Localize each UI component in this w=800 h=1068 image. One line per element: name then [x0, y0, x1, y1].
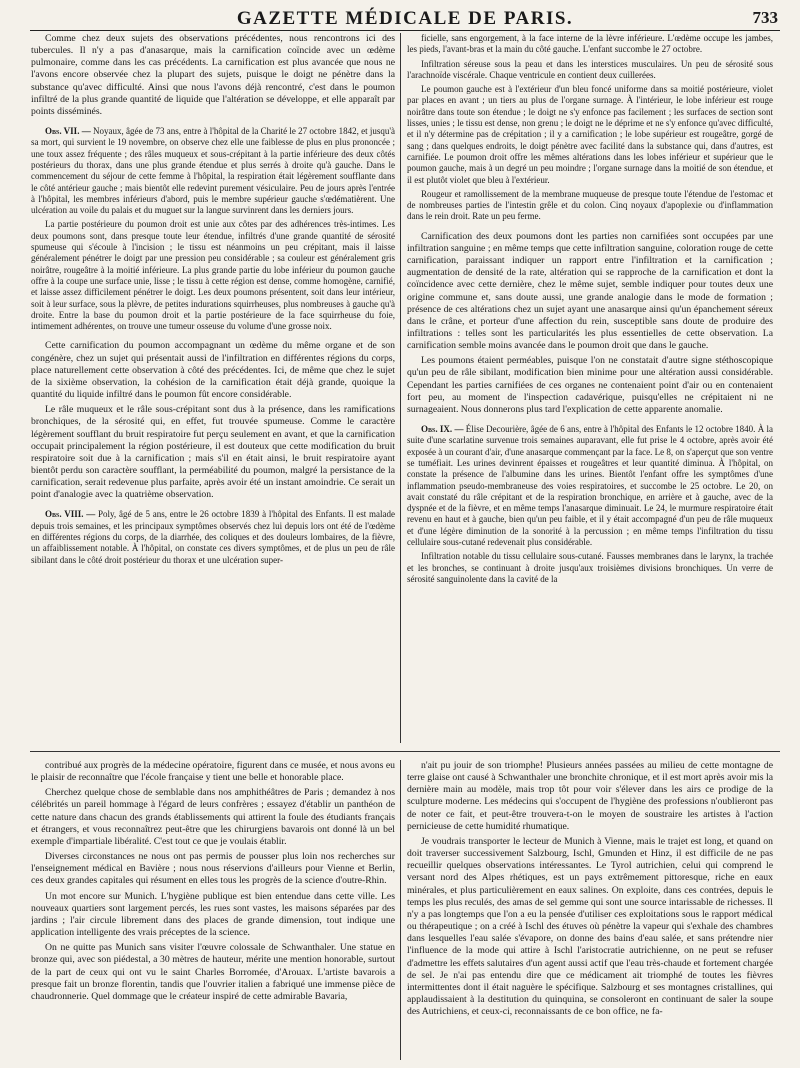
- paragraph: ficielle, sans engorgement, à la face interne de la lèvre inférieure. L'œdème occupe les jambes, les pieds, l'avant-bras et la main du côté gauche. L'enfant succombe le 27 octobre.: [407, 33, 773, 55]
- paragraph: n'ait pu jouir de son triomphe! Plusieurs années passées au milieu de cette montagne de terre glaise ont causé à Schwanthaler une bronchite chronique, et il est mort après avoir mis la dernière main au modèle, mais trop tôt pour voir s'élever dans les airs ce prodige de la sculpture moderne. Les médecins qui s'occupent de l'hygiène des professions n'oublieront pas de noter ce fait, et peut-être trouvera-t-on le moyen de soustraire les artistes à l'action pernicieuse de cette humidité rhumatique.: [407, 760, 773, 832]
- paragraph: Comme chez deux sujets des observations précédentes, nous rencontrons ici des tubercules. Il n'y a pas d'anasarque, mais la carnification coïncide avec un œdème pulmonaire, comme dans les cas précédents. La carnification est plus avancée que nous ne l'avons encore observée chez la plupart des sujets, puisque le doigt ne pénètre dans la substance qu'avec difficulté. Ainsi que nous l'avons déjà rencontré, c'est dans le poumon infiltré de la plus grande quantité de liquide que l'altération se développe, et elle apparaît par points disséminés.: [31, 33, 395, 117]
- observation-paragraph: [31, 509, 395, 565]
- column-divider-top: [400, 33, 401, 743]
- paragraph: Cherchez quelque chose de semblable dans nos amphithéâtres de Paris ; demandez à nos célébrités un pareil hommage à l'égard de leurs confrères ; essayez d'établir un panthéon de cette nature dans chacun des grands établissements qui attirent la foule des étudiants français et étrangers, et vous reconnaîtrez peut-être que les chirurgiens bavarois ont donné là un bel exemple d'impartiale libéralité. C'est tout ce que je voulais établir.: [31, 787, 395, 847]
- journal-title: GAZETTE MÉDICALE DE PARIS.: [236, 8, 574, 29]
- feuilleton-column-left: [31, 760, 395, 1060]
- paragraph: Un mot encore sur Munich. L'hygiène publique est bien entendue dans cette ville. Les nouveaux quartiers sont largement percés, les rues sont vastes, les maisons séparées par des jardins ; l'air circule librement dans des places de grande dimension, tout indique une application intelligente des vrais préceptes de la science.: [31, 890, 395, 939]
- paragraph: Cette carnification du poumon accompagnant un œdème du même organe et de son congénère, chez un sujet qui présentait aussi de l'infiltration en différentes régions du corps, place naturellement cette observation à côté des précédentes. Ici, de même que chez le sujet de la sixième observation, la cohésion de la carnification était déjà grande, quoique la quantité du liquide infiltré dans le poumon fût encore considérable.: [31, 340, 395, 401]
- paragraph: Infiltration séreuse sous la peau et dans les interstices musculaires. Un peu de sérosité sous l'arachnoïde viscérale. Chaque ventricule en contient deux cuillerées.: [407, 58, 773, 80]
- observation-text: Noyaux, âgée de 73 ans, entre à l'hôpital de la Charité le 27 octobre 1842, et jusqu'à sa mort, qui survient le 19 novembre, on observe chez elle une faiblesse de plus en plus prononcée ; une toux assez fréquente ; des râles muqueux et sous-crépitant à la partie inférieure des deux côtés postérieurs du thorax, dans une plus grande étendue et plus serrés à droite qu'à gauche. Dans le commencement du séjour de cette femme à l'hôpital, la respiration était légèrement soufflante dans le côté antérieur gauche ; mais bientôt elle redevint purement vésiculaire. Peu de jours après l'entrée à l'hôpital, les membres inférieurs d'abord, puis le membre supérieur gauche s'œdématièrent. Une ulcération au voile du palais et du muguet sur la langue survinrent dans les derniers jours.: [31, 126, 395, 216]
- section-divider: [30, 751, 780, 752]
- paragraph: Diverses circonstances ne nous ont pas permis de pousser plus loin nos recherches sur l'enseignement médical en Bavière ; nous nous réservions d'ailleurs pour Vienne et Berlin, ces deux grandes capitales qui résument en elles tous les progrès de la science d'outre-Rhin.: [31, 851, 395, 887]
- observation-label: Obs. VII. —: [45, 126, 91, 137]
- medical-column-left: [31, 33, 395, 743]
- observation-paragraph: [31, 126, 395, 216]
- feuilleton-column-right: [407, 760, 773, 1060]
- page-header: [30, 6, 780, 31]
- observation-label: Obs. IX. —: [421, 424, 464, 435]
- paragraph: contribué aux progrès de la médecine opératoire, figurent dans ce musée, et nous avons eu le plaisir de reconnaître que l'école française y tient une belle et honorable place.: [31, 760, 395, 784]
- observation-label: Obs. VIII. —: [45, 509, 96, 520]
- observation-text: Élise Decourière, âgée de 6 ans, entre à l'hôpital des Enfants le 12 octobre 1840. À la suite d'une scarlatine survenue trois semaines auparavant, elle fut prise le 4 octobre, après avoir été exposée à un courant d'air, d'une anasarque commençant par la face. Le 8, on s'aperçut que son ventre se tuméfiait. Les urines devinrent épaisses et rougeâtres et leur quantité diminua. À l'hôpital, on constate la présence de l'albumine dans les urines. Bientôt l'enfant offre les symptômes d'une inflammation pseudo-membraneuse des voies respiratoires, et succombe le 25 octobre. Le 20, on avait constaté du râle crépitant et de la respiration bronchique, en arrière et à gauche, avec de la dyspnée et de la fièvre, et en même temps l'anasarque diminuait. Le 24, le murmure respiratoire était revenu en haut et à gauche, bien qu'un peu faible, et il y était accompagné d'un peu de râle muqueux et d'une légère diminution de la sonorité à la percussion ; en même temps l'infiltration du tissu cellulaire sous-cutané redevenait plus considérable.: [407, 424, 773, 548]
- paragraph: Rougeur et ramollissement de la membrane muqueuse de presque toute l'étendue de l'estomac et de nombreuses parties de l'intestin grêle et du colon. Cinq noyaux d'apoplexie ou d'inflammation dans le rein droit. Rate un peu ferme.: [407, 188, 773, 222]
- paragraph: Infiltration notable du tissu cellulaire sous-cutané. Fausses membranes dans le larynx, la trachée et les bronches, se continuant à droite jusqu'aux troisièmes divisions bronchiques. Un verre de sérosité sanguinolente dans la cavité de la: [407, 551, 773, 584]
- paragraph: Le poumon gauche est à l'extérieur d'un bleu foncé uniforme dans sa moitié postérieure, violet par places en avant ; un tiers au plus de l'organe surnage. À l'intérieur, le lobe inférieur est rouge noirâtre dans toute son étendue ; le doigt ne s'y enfonce pas facilement ; les surfaces de section sont lisses, unies ; le tissu est dense, non grenu ; le doigt ne le déprime et ne s'y enfonce qu'avec difficulté, et il n'y détermine pas de crépitation ; il y a carnification ; le lobe supérieur est rougeâtre, gorgé de sang ; dans quelques endroits, le doigt pénètre avec facilité dans la substance qui, dans d'autres, est carnifiée. Le poumon droit offre les mêmes altérations dans les lobes inférieur et supérieur que le poumon gauche, mais à un degré un peu moindre ; l'organe surnage dans la moitié de son étendue, et il est plutôt violet que bleu à l'extérieur.: [407, 84, 773, 185]
- paragraph: Le râle muqueux et le râle sous-crépitant sont dus à la présence, dans les ramifications bronchiques, de la sérosité qui, en effet, fut trouvée spumeuse. Comme le caractère légèrement soufflant du bruit respiratoire fut perçu seulement en avant, et que la carnification occupait principalement la région postérieure, il est douteux que cette modification du bruit respiratoire soit due à la carnification ; mais s'il en était ainsi, le bruit respiratoire ayant bientôt perdu son caractère soufflant, la perméabilité du poumon, malgré la persistance de la carnification, serait redevenue plus parfaite, après avoir été un instant amoindrie. Ce serait un point d'analogie avec la quatrième observation.: [31, 404, 395, 501]
- medical-column-right: [407, 33, 773, 743]
- paragraph: Carnification des deux poumons dont les parties non carnifiées sont occupées par une infiltration sanguine ; en même temps que cette infiltration sanguine, coloration rouge de cette carnification, paraissant indiquer un rapport entre l'infiltration et la carnification ; augmentation de densité de la rate, altération qui se rapproche de la carnification et dont la coïncidence avec cette dernière, chez le même sujet, semble indiquer pour toutes deux une origine commune et, sans doute aussi, une grande analogie dans le mode de formation ; présence de ces altérations chez un sujet ayant une anasarque ainsi qu'un épanchement séreux dans le crâne, et porteur d'une affection du rein, susceptible sans doute de produire des infiltrations : telles sont les particularités les plus essentielles de cette observation. La carnification semble moins avancée dans le poumon droit que dans le gauche.: [407, 230, 773, 352]
- paragraph: Les poumons étaient perméables, puisque l'on ne constatait d'autre signe stéthoscopique qu'un peu de râle sibilant, modification bien minime pour une altération aussi considérable. Cependant les parties carnifiées de ces organes ne contenaient point d'air ou en contenaient fort peu, au moment de l'inspection cadavérique, puisqu'elles ne crépitaient ni ne surnageaient. Nous donnerons plus tard l'explication de cette apparente anomalie.: [407, 355, 773, 415]
- paragraph: La partie postérieure du poumon droit est unie aux côtes par des adhérences très-intimes. Les deux poumons sont, dans presque toute leur étendue, infiltrés d'une grande quantité de sérosité spumeuse qui s'écoule à l'incision ; le tissu est néanmoins un peu crépitant, mais il laisse généralement pénétrer le doigt par une pression peu considérable ; sa couleur est généralement gris noirâtre, rougeâtre à la moitié inférieure. La plus grande partie du lobe inférieur du poumon gauche offre à la coupe une surface unie, lisse ; le tissu à cette région est dense, comme homogène, carnifié, et laisse assez difficilement pénétrer le doigt. Les deux poumons présentent, soit dans leur intérieur, soit à leur surface, sous la plèvre, de petites indurations squirrheuses, plus nombreuses à gauche qu'à droite. Entre la base du poumon droit et la partie postérieure de la face squirrheuse du foie, intimement adhérentes, on trouve une tumeur osseuse du volume d'une grosse noix.: [31, 219, 395, 332]
- paragraph: On ne quitte pas Munich sans visiter l'œuvre colossale de Schwanthaler. Une statue en bronze qui, avec son piédestal, a 30 mètres de hauteur, mérite une mention honorable, surtout de la part de ceux qui ont vu le saint Charles Borromée, d'Arouax. L'artiste bavarois a presque fait un bronze florentin, tandis que l'ouvrier italien a fabriqué une immense pièce de chaudronnerie. Quel dommage que le créateur inspiré de cette admirable Bavaria,: [31, 942, 395, 1002]
- page-number: 733: [752, 8, 778, 27]
- observation-text: Poly, âgé de 5 ans, entre le 26 octobre 1839 à l'hôpital des Enfants. Il est malade depuis trois semaines, et les principaux symptômes observés chez lui depuis lors ont été de l'œdème en différentes régions du corps, de la diarrhée, des coliques et des douleurs lombaires, de la fièvre, un affaiblissement notable. À l'hôpital, on constate ces divers symptômes, et de plus un peu de râle sibilant dans le côté droit postérieur du thorax et une ulcération super-: [31, 509, 395, 565]
- observation-paragraph: [407, 424, 773, 548]
- column-divider-bottom: [400, 760, 401, 1060]
- paragraph: Je voudrais transporter le lecteur de Munich à Vienne, mais le trajet est long, et quand on doit traverser successivement Salzbourg, Ischl, Gmunden et Hinz, il est difficile de ne pas recueillir quelques observations intéressantes. Le Tyrol autrichien, celui qui comprend le versant nord des Alpes rhétiques, est un pays extrêmement pittoresque, riche en eaux minérales, et plus particulièrement en eaux salines. On exploite, dans ces contrées, depuis le temps les plus reculés, des amas de sel gemme qui sont une source intarissable de richesses. Il n'y a pas longtemps que l'on a eu la pensée d'utiliser ces exploitations sous le rapport médical ou thérapeutique ; on a créé à Ischl des étuves où pénètre la vapeur qui s'exhale des chambres dans lesquelles l'eau salée s'évapore, on donne des bains d'eau salée, et sans prétendre nier l'influence de la mode qui attire à Ischl l'aristocratie autrichienne, on ne peut se refuser d'admettre les effets salutaires d'un agent aussi actif que l'eau très-chaude et fortement chargée de sel. Je n'ai pas entendu dire que ce médicament ait triomphé de toutes les fièvres intermittentes dont il était naguère le spécifique. Salzbourg et ses montagnes cristallines, qui applaudissaient à la destitution du quinquina, se consoleront en continuant de saler la soupe des Autrichiens, et ceux-ci, reconnaissants de ce bon office, ne fa-: [407, 835, 773, 1018]
